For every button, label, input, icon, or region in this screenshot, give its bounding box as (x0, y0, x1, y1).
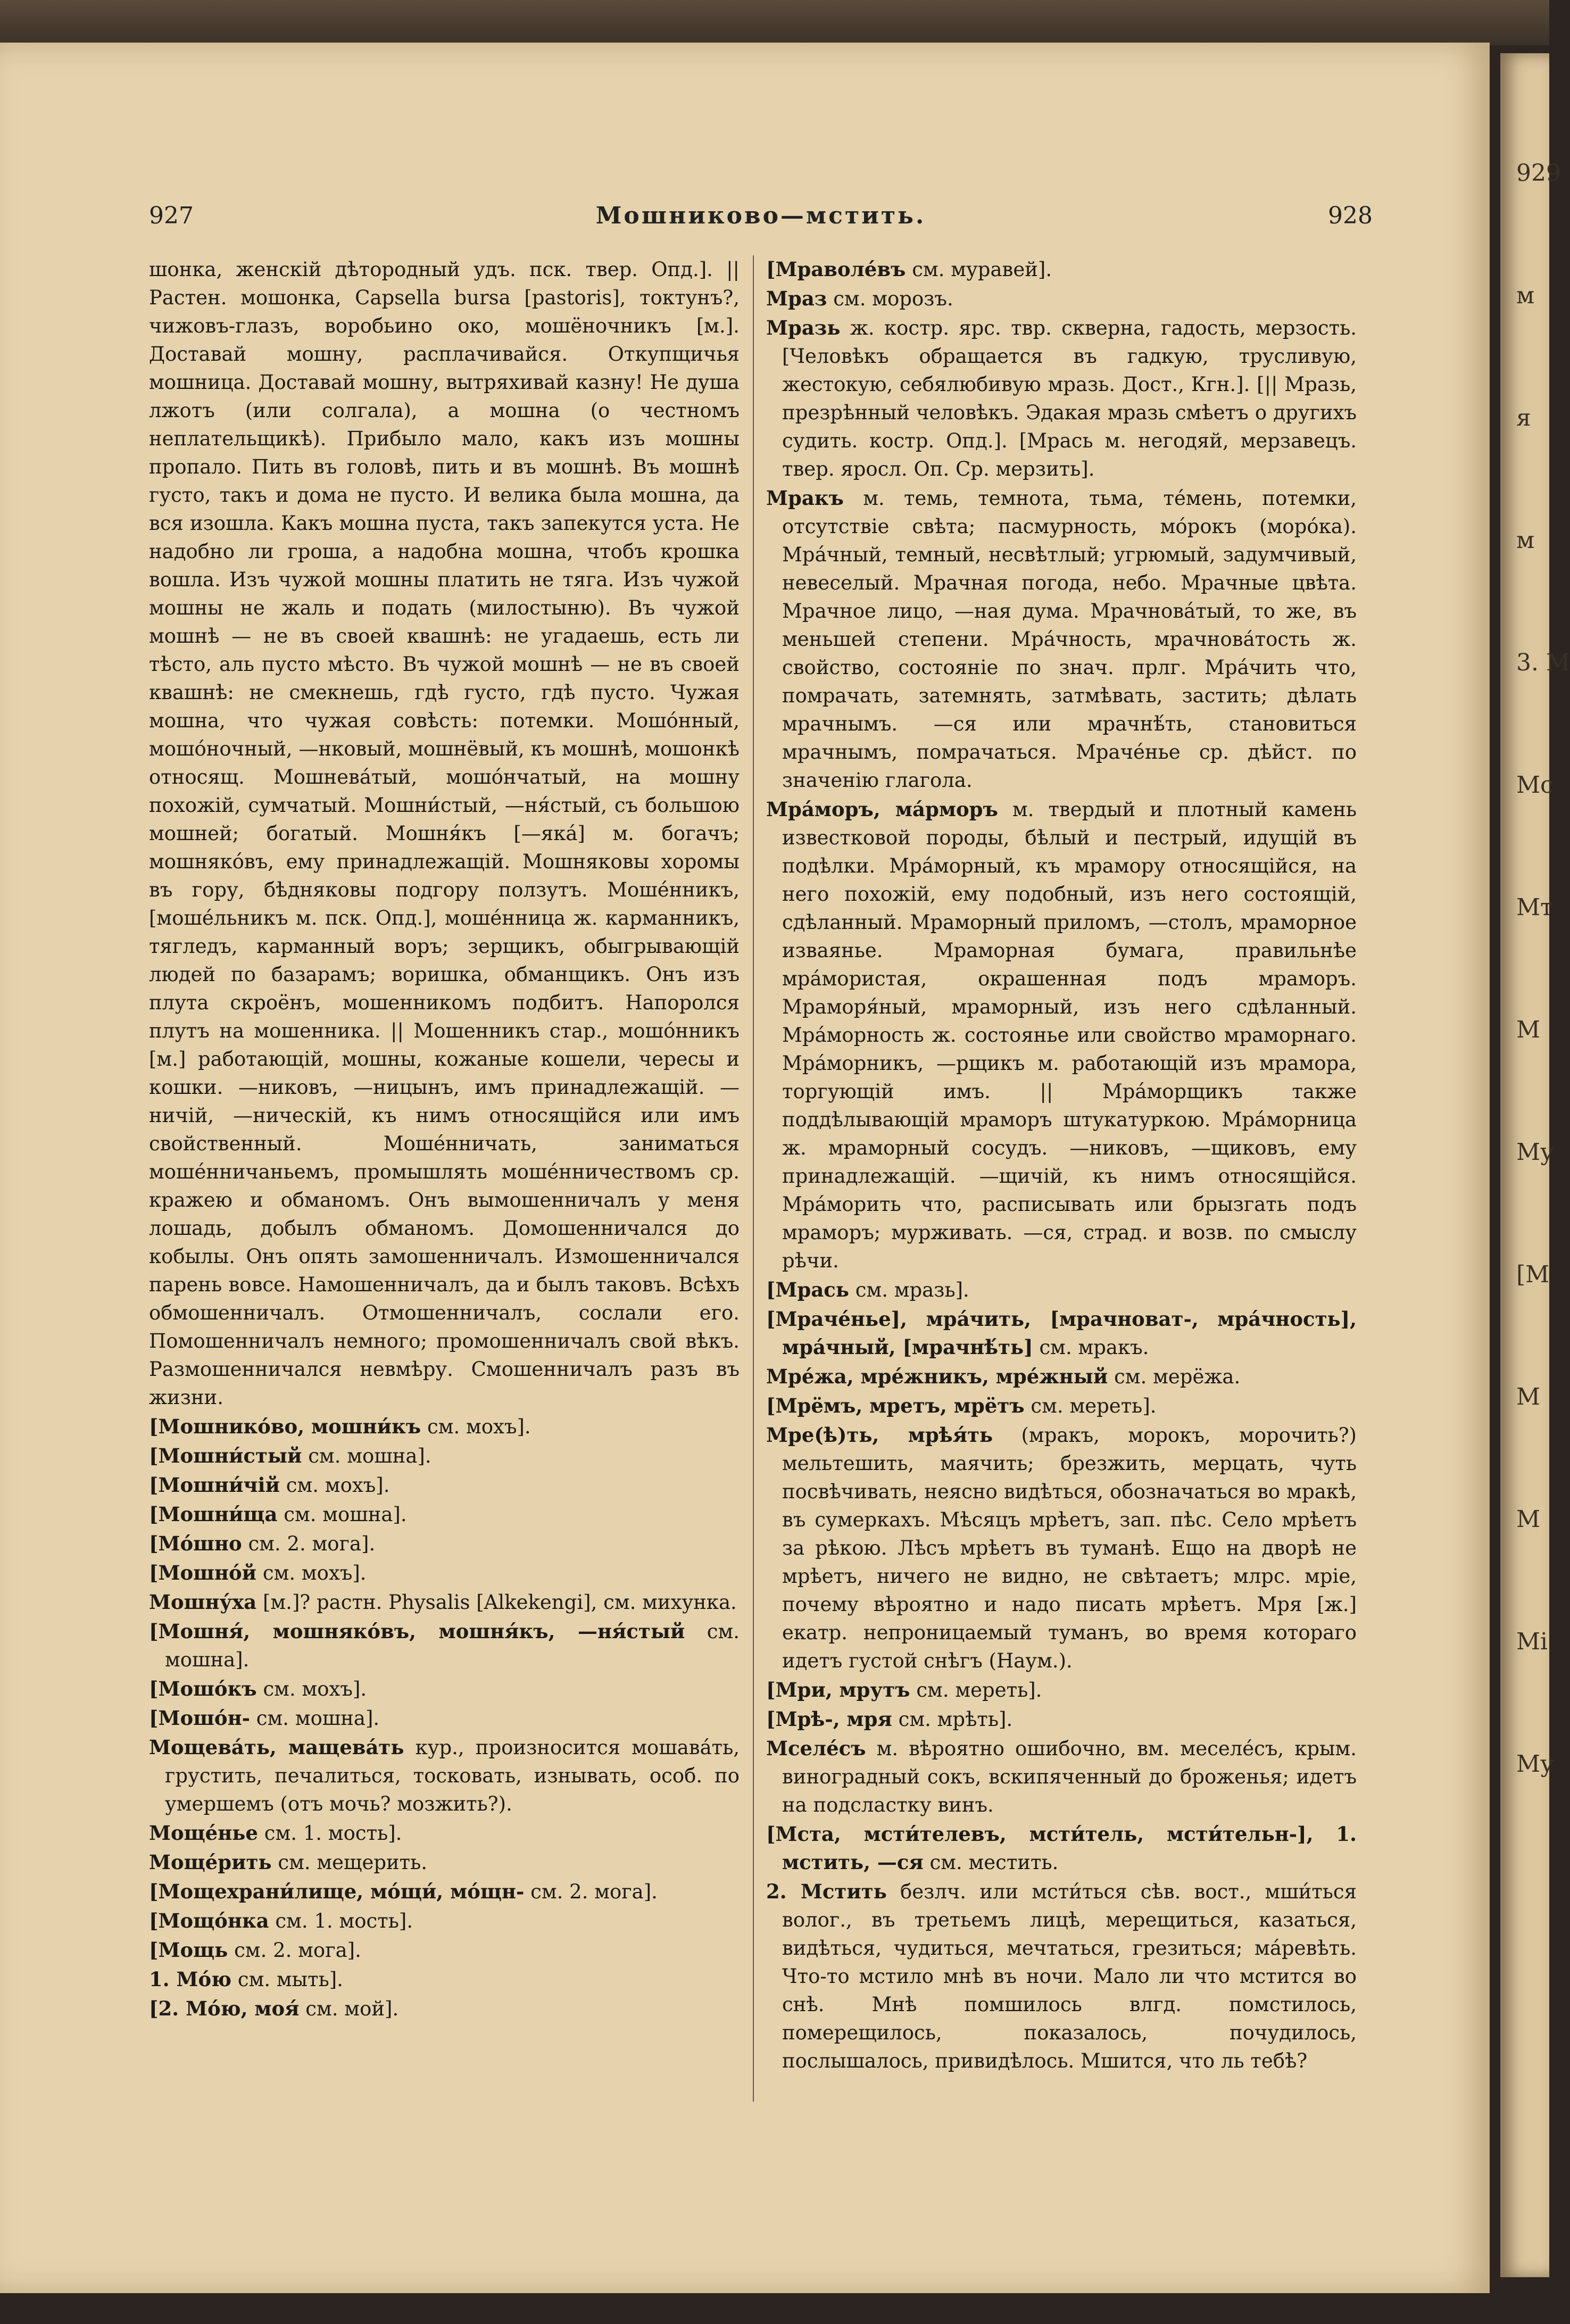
binding-top-edge (0, 0, 1549, 45)
entry-definition: м. твердый и плотный камень известковой породы, бѣлый и пестрый, идущій въ подѣлки. Мра́морный, къ мрамору относящійся, на него похожій, ему подобный, изъ него состоящій, сдѣланный. Мраморный приломъ, —столъ, мраморное изваянье. Мраморная бумага, правильнѣе мра́мористая, окрашенная подъ мраморъ. Мраморя́ный, мраморный, изъ него сдѣланный. Мра́морность ж. состоянье или свойство мраморнаго. Мра́морникъ, —рщикъ м. работающій изъ мрамора, торгующій имъ. || Мра́морщикъ также поддѣлывающій мраморъ штукатуркою. Мра́морница ж. мраморный сосудъ. —никовъ, —щиковъ, ему принадлежащій. —щичій, къ нимъ относящійся. Мра́морить что, расписывать или брызгать подъ мраморъ; мурживать. —ся, страд. и возв. по смыслу рѣчи. (782, 798, 1357, 1272)
dictionary-entry (149, 1413, 740, 1441)
entry-definition: (мракъ, морокъ, морочить?) мельтешить, маячить; брезжить, мерцать, чуть посвѣчивать, неясно видѣться, обозначаться во мракѣ, въ сумеркахъ. Мѣсяцъ мрѣетъ, зап. пѣс. Село мрѣетъ за рѣкою. Лѣсъ мрѣетъ въ туманѣ. Ещо на дворѣ не мрѣетъ, ничего не видно, не свѣтаетъ; млрс. мріе, почему вѣроятно и надо писать мрѣетъ. Мря [ж.] екатр. непроницаемый туманъ, во время котораго идетъ густой снѣгъ (Наум.). (782, 1424, 1357, 1672)
entry-headword: [Мрѣ-, мря (766, 1707, 892, 1731)
dictionary-entry (766, 484, 1357, 794)
entry-definition: [м.]? растн. Physalis [Alkekengi], см. михунка. (262, 1591, 737, 1614)
entry-definition: см. мещерить. (278, 1851, 428, 1874)
dictionary-entry (149, 1878, 740, 1906)
entry-headword: [Мо́шно (149, 1532, 242, 1555)
dictionary-entry (766, 285, 1357, 313)
page-header (149, 202, 1373, 234)
entry-definition: см. мереть]. (1031, 1395, 1157, 1417)
entry-definition: ж. костр. ярс. твр. скверна, гадость, мерзость. [Человѣкъ обращается въ гадкую, трусливую, жестокую, себялюбивую мразь. Дост., Кгн.]. [|| Мразь, презрѣнный человѣкъ. Эдакая мразь смѣетъ о другихъ судить. костр. Опд.]. [Мрась м. негодяй, мерзавецъ. твер. яросл. Оп. Ср. мерзить]. (782, 317, 1357, 480)
entry-headword: [Мошно́й (149, 1561, 257, 1584)
entry-headword: [Мошнико́во, мошни́къ (149, 1415, 421, 1438)
dictionary-entry (766, 1421, 1357, 1675)
entry-definition: см. 1. мость]. (264, 1822, 402, 1845)
entry-headword: 1. Мо́ю (149, 1968, 232, 1991)
dictionary-entry (766, 1820, 1357, 1877)
entry-headword: Мре́жа, мре́жникъ, мре́жный (766, 1365, 1108, 1388)
entry-headword: Мра́моръ, ма́рморъ (766, 798, 998, 821)
column-divider (753, 255, 754, 2102)
entry-headword: [Мраволе́въ (766, 258, 906, 281)
dictionary-entry (149, 1819, 740, 1847)
entry-headword: [Мошо́н- (149, 1706, 251, 1730)
entry-headword: Мре(ѣ)ть, мрѣя́ть (766, 1423, 993, 1447)
dictionary-entry (149, 1588, 740, 1616)
entry-definition: безлч. или мсти́ться сѣв. вост., мши́ться волог., въ третьемъ лицѣ, мерещиться, казаться, видѣться, чудиться, мечтаться, грезиться; ма́ревѣть. Что-то мстило мнѣ въ ночи. Мало ли что мстится во снѣ. Мнѣ помшилось влгд. помстилось, померещилось, показалось, почудилось, послышалось, привидѣлось. Мшится, что ль тебѣ? (782, 1880, 1357, 2072)
right-column (766, 255, 1357, 2076)
entry-headword: Моще́рить (149, 1850, 272, 1874)
entry-headword: [Мощехрани́лище, мо́щи́, мо́щн- (149, 1880, 525, 1903)
dictionary-entry (149, 1675, 740, 1703)
entry-definition: см. мракъ. (1039, 1336, 1149, 1359)
entry-headword: Моще́нье (149, 1821, 258, 1845)
dictionary-entry (149, 1559, 740, 1587)
entry-headword: [Мри, мрутъ (766, 1678, 910, 1702)
entry-definition: см. местить. (929, 1851, 1059, 1874)
next-page-fragment: 3. М (1516, 649, 1570, 676)
entry-headword: [Мста, мсти́телевъ, мсти́тель, мсти́тельн-], 1. мстить, —ся (766, 1822, 1357, 1874)
entry-definition: см. мразь]. (855, 1279, 969, 1301)
dictionary-entry (149, 1442, 740, 1470)
next-page-fragment: Му (1516, 1750, 1554, 1778)
dictionary-entry (766, 795, 1357, 1275)
left-column (149, 255, 740, 2024)
dictionary-entry (149, 1530, 740, 1558)
dictionary-entry (149, 1936, 740, 1964)
entry-headword: [2. Мо́ю, моя́ (149, 1997, 300, 2020)
entry-definition: см. муравей]. (912, 258, 1052, 281)
dictionary-entry (149, 1995, 740, 2023)
dictionary-entry (149, 1500, 740, 1529)
entry-definition: см. морозъ. (833, 287, 953, 310)
entry-definition: см. мохъ]. (263, 1678, 367, 1700)
entry-definition: см. мереть]. (916, 1679, 1042, 1702)
next-page-fragment: М (1516, 1383, 1541, 1410)
entry-headword: [Мраче́нье], мра́чить, [мрачноват-, мра́чность], мра́чный, [мрачнѣ́ть] (766, 1307, 1357, 1359)
entry-headword: Мощева́ть, мащева́ть (149, 1736, 404, 1759)
entry-definition: см. мохъ]. (286, 1474, 390, 1497)
next-page-fragment: М (1516, 1016, 1541, 1043)
dictionary-entry (149, 1617, 740, 1674)
next-page-fragment: Мт (1516, 894, 1554, 921)
entry-definition: м. темь, темнота, тьма, те́мень, потемки, отсутствіе свѣта; пасмурность, мо́рокъ (моро́ка). Мра́чный, темный, несвѣтлый; угрюмый, задумчивый, невеселый. Мрачная погода, небо. Мрачные цвѣта. Мрачное лицо, —ная дума. Мрачнова́тый, то же, въ меньшей степени. Мра́чность, мрачнова́тость ж. свойство, состояніе по знач. прлг. Мра́чить что, помрачать, затемнять, затмѣвать, застить; дѣлать мрачнымъ. —ся или мрачнѣ́ть, становиться мрачнымъ, помрачаться. Мраче́нье ср. дѣйст. по значенію глагола. (782, 487, 1357, 792)
entry-definition: см. мошна]. (308, 1445, 431, 1467)
next-page-edge (1500, 53, 1570, 2277)
next-page-fragment: Мі (1516, 1628, 1548, 1655)
dictionary-entry (766, 1734, 1357, 1819)
dictionary-entry (149, 1907, 740, 1935)
entry-definition: см. 2. мога]. (248, 1532, 376, 1555)
dictionary-entry (766, 1705, 1357, 1733)
entry-headword: [Мошни́чій (149, 1473, 280, 1497)
entry-definition: см. мохъ]. (427, 1415, 531, 1438)
next-page-fragment: 929 (1516, 160, 1561, 187)
dictionary-entry (766, 314, 1357, 483)
next-page-fragment: м (1516, 527, 1535, 554)
entry-definition: шонка, женскій дѣтородный удъ. пск. твер. Опд.]. || Растен. мошонка, Capsella bursa [pastoris], токтунъ?, чижовъ-глазъ, воробьино око, мошёночникъ [м.]. Доставай мошну, расплачивайся. Откупщичья мошница. Доставай мошну, вытряхивай казну! Не душа лжотъ (или солгала), а мошна (о честномъ неплательщикѣ). Прибыло мало, какъ изъ мошны пропало. Пить въ головѣ, пить и въ мошнѣ. Въ мошнѣ густо, такъ и дома не пусто. И велика была мошна, да вся изошла. Какъ мошна пуста, такъ запекутся уста. Не надобно ли гроша, а надобна мошна, чтобъ крошка вошла. Изъ чужой мошны платить не тяга. Изъ чужой мошны не жаль и подать (милостыню). Въ чужой мошнѣ — не въ своей квашнѣ: не угадаешь, есть ли тѣсто, аль пусто мѣсто. Въ чужой мошнѣ — не въ своей квашнѣ: не смекнешь, гдѣ густо, гдѣ пусто. Чужая мошна, что чужая совѣсть: потемки. Мошо́нный, мошо́ночный, —нковый, мошнёвый, къ мошнѣ, мошонкѣ относящ. Мошнева́тый, мошо́нчатый, на мошну похожій, сумчатый. Мошни́стый, —ня́стый, съ большою мошней; богатый. Мошня́къ [—яка́] м. богачъ; мошняко́въ, ему принадлежащій. Мошняковы хоромы въ гору, бѣдняковы подгору ползутъ. Моше́нникъ, [моше́льникъ м. пск. Опд.], моше́нница ж. карманникъ, тягледъ, карманный воръ; зерщикъ, обыгрывающій людей по базарамъ; воришка, обманщикъ. Онъ изъ плута скроёнъ, мошенникомъ подбитъ. Напоролся плутъ на мошенника. || Мошенникъ стар., мошо́нникъ [м.] работающій, мошны, кожаные кошели, чересы и кошки. —никовъ, —ницынъ, имъ принадлежащій. —ничій, —ническій, къ нимъ относящійся или имъ свойственный. Моше́нничать, заниматься моше́нничаньемъ, промышлять моше́нничествомъ ср. кражею и обманомъ. Онъ вымошенничалъ у меня лошадь, добылъ обманомъ. Домошенничался до кобылы. Онъ опять замошенничалъ. Измошенничался парень вовсе. Намошенничалъ, да и былъ таковъ. Всѣхъ обмошенничалъ. Отмошенничалъ, сослали его. Помошенничалъ немного; промошенничалъ свой вѣкъ. Размошенничался невмѣру. Смошенничалъ разъ въ жизни. (149, 258, 740, 1409)
entry-headword: [Мошо́къ (149, 1677, 257, 1700)
entry-definition: м. вѣроятно ошибочно, вм. меселе́съ, крым. виноградный сокъ, вскипяченный до броженья; идетъ на подсластку винъ. (782, 1737, 1357, 1816)
page-number-left: 927 (149, 202, 194, 229)
dictionary-entry (766, 255, 1357, 284)
running-title: Мошниково—мстить. (595, 202, 926, 229)
entry-headword: [Мошни́стый (149, 1444, 302, 1467)
entry-headword: [Мрёмъ, мретъ, мрётъ (766, 1394, 1025, 1417)
dictionary-entry (149, 1848, 740, 1877)
entry-definition: см. мошна]. (256, 1707, 380, 1730)
entry-headword: Мразь (766, 316, 841, 339)
entry-headword: [Мрась (766, 1278, 849, 1301)
dictionary-entry (149, 1704, 740, 1732)
entry-definition: см. мошна]. (284, 1503, 407, 1526)
next-page-fragment: М (1516, 1506, 1541, 1533)
dictionary-entry (766, 1276, 1357, 1304)
next-page-fragment: [М (1516, 1261, 1550, 1288)
entry-definition: см. мохъ]. (262, 1562, 367, 1584)
next-page-fragment: м (1516, 282, 1535, 309)
next-page-fragment: Му (1516, 1139, 1554, 1166)
dictionary-entry (149, 1733, 740, 1818)
entry-definition: см. мыть]. (237, 1968, 343, 1991)
dictionary-entry (149, 255, 740, 1412)
dictionary-entry (766, 1676, 1357, 1704)
entry-headword: [Мощь (149, 1938, 228, 1962)
entry-headword: Мошну́ха (149, 1590, 257, 1614)
page-number-right: 928 (1328, 202, 1373, 229)
entry-headword: [Мощо́нка (149, 1909, 269, 1932)
dictionary-entry (766, 1363, 1357, 1391)
dictionary-entry (766, 1392, 1357, 1420)
entry-headword: Мраз (766, 287, 827, 310)
entry-definition: см. 1. мость]. (275, 1910, 413, 1932)
dictionary-entry (766, 1305, 1357, 1362)
entry-definition: см. мрѣть]. (898, 1708, 1013, 1731)
dictionary-entry (149, 1965, 740, 1994)
dictionary-entry (149, 1471, 740, 1499)
entry-headword: Мракъ (766, 486, 844, 510)
next-page-fragment: Мс (1516, 771, 1554, 799)
entry-headword: [Мошни́ща (149, 1503, 278, 1526)
entry-definition: кур., произносится мошава́ть, грустить, печалиться, тосковать, изнывать, особ. по умершемъ (отъ мочь? мозжить?). (165, 1736, 740, 1815)
entry-definition: см. мой]. (305, 1997, 399, 2020)
dictionary-page (0, 43, 1490, 2293)
dictionary-entry (766, 1878, 1357, 2075)
entry-headword: 2. Мстить (766, 1880, 887, 1903)
entry-definition: см. 2. мога]. (234, 1939, 361, 1962)
entry-definition: см. мерёжа. (1114, 1365, 1241, 1388)
entry-definition: см. мошна]. (165, 1620, 740, 1671)
entry-headword: Мселе́съ (766, 1737, 866, 1760)
next-page-fragment: я (1516, 404, 1531, 431)
entry-definition: см. 2. мога]. (530, 1880, 658, 1903)
entry-headword: [Мошня́, мошняко́въ, мошня́къ, —ня́стый (149, 1620, 685, 1643)
